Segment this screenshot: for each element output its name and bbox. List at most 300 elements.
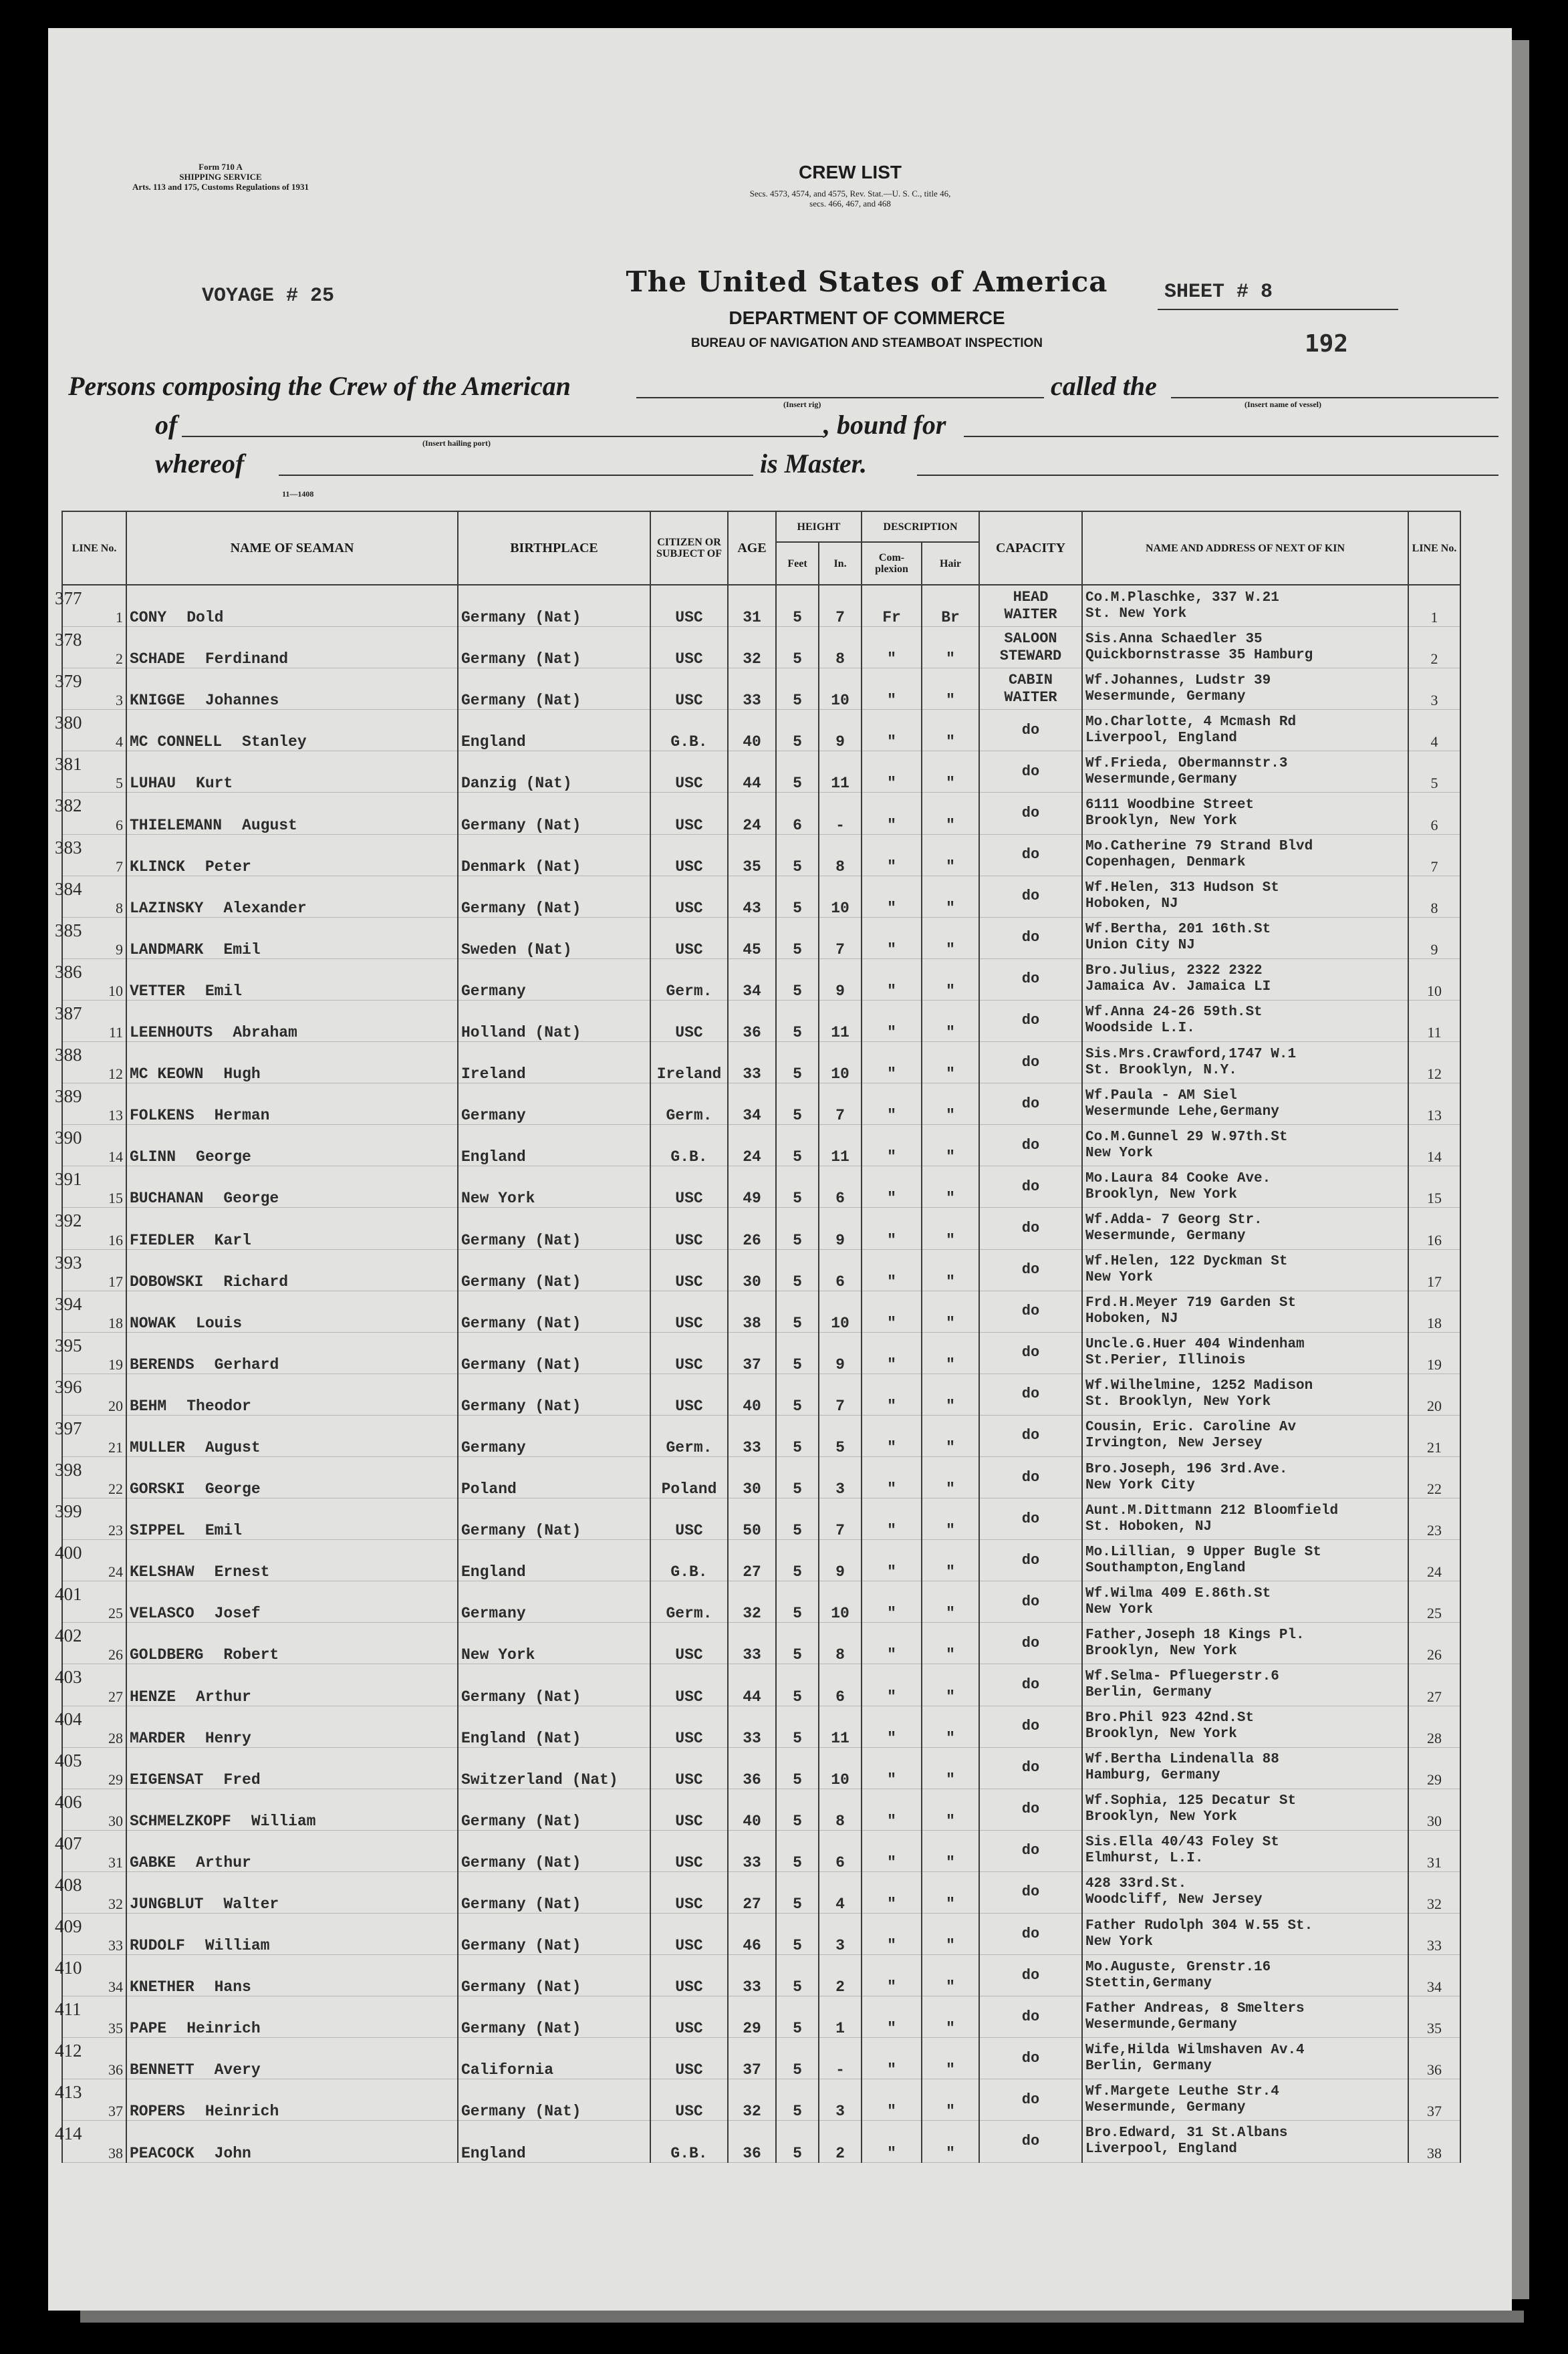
handwritten-number: 398 [55,1459,82,1480]
handwritten-number: 388 [55,1045,82,1065]
capacity: do [979,1249,1082,1291]
citizenship: Germ. [650,1581,728,1623]
height-feet: 5 [776,1125,819,1166]
statute-line-2: secs. 466, 467, and 468 [809,199,891,209]
height-feet: 5 [776,1208,819,1249]
complexion: " [862,710,922,751]
citizenship: USC [650,793,728,834]
seaman-surname: BEHM [130,1397,167,1415]
seaman-surname: KLINCK [130,858,185,876]
seaman-first-name: Heinrich [205,2103,279,2121]
line-number-value: 23 [108,1522,123,1539]
complexion: " [862,917,922,958]
age: 50 [728,1498,776,1540]
vessel-name-blank [1171,397,1498,398]
complexion: " [862,1996,922,2038]
complexion: Fr [862,585,922,627]
line-number-right: 6 [1408,793,1460,834]
statute-reference [603,188,1097,209]
birthplace: Germany (Nat) [458,1830,650,1871]
seaman-surname: EIGENSAT [130,1771,204,1789]
complexion: " [862,1623,922,1664]
birthplace: England [458,710,650,751]
seaman-name [126,1415,458,1456]
height-inches: - [819,793,862,834]
handwritten-number: 411 [55,1999,82,2020]
seaman-first-name: Emil [223,940,261,958]
sheet-underline [1158,309,1398,310]
line-number-value: 25 [108,1605,123,1622]
capacity: do [979,1871,1082,1913]
line-number-value: 5 [116,775,123,792]
hair: " [922,2121,979,2162]
birthplace: Germany (Nat) [458,2079,650,2121]
hailing-port-blank [182,436,823,437]
height-feet: 5 [776,668,819,710]
table-row [62,876,1460,917]
next-of-kin: Sis.Ella 40/43 Foley St Elmhurst, L.I. [1082,1830,1408,1871]
birthplace: England [458,2121,650,2162]
hair: " [922,1042,979,1083]
seaman-first-name: Arthur [196,1688,251,1706]
seaman-surname: SCHADE [130,650,185,668]
birthplace: Germany (Nat) [458,793,650,834]
capacity: do [979,793,1082,834]
table-row [62,1871,1460,1913]
capacity: do [979,1914,1082,1955]
next-of-kin: Bro.Julius, 2322 2322 Jamaica Av. Jamaica LI [1082,958,1408,1000]
handwritten-number: 390 [55,1128,82,1148]
insert-rig-hint: (Insert rig) [783,400,821,409]
next-of-kin: Wf.Johannes, Ludstr 39 Wesermunde, Germany [1082,668,1408,710]
seaman-first-name: Hugh [223,1065,261,1083]
next-of-kin: Father Rudolph 304 W.55 St. New York [1082,1914,1408,1955]
seaman-first-name: Peter [205,858,251,876]
seaman-surname: ROPERS [130,2103,185,2121]
hair: " [922,1540,979,1581]
line-number-right: 24 [1408,1540,1460,1581]
line-number [55,585,126,627]
line-number-value: 38 [108,2144,123,2162]
citizenship: USC [650,1706,728,1747]
line-number-value: 24 [108,1563,123,1581]
next-of-kin: Father Andreas, 8 Smelters Wesermunde,Germany [1082,1996,1408,2038]
line-number-right: 5 [1408,751,1460,793]
height-feet: 5 [776,1955,819,1996]
complexion: " [862,1415,922,1456]
seaman-surname: SIPPEL [130,1522,185,1540]
seaman-surname: FOLKENS [130,1107,194,1125]
citizenship: USC [650,834,728,876]
birthplace: Germany [458,1083,650,1125]
height-feet: 5 [776,710,819,751]
height-feet: 5 [776,1083,819,1125]
age: 37 [728,2038,776,2079]
hair: " [922,1000,979,1041]
seaman-surname: THIELEMANN [130,816,223,834]
next-of-kin: Mo.Auguste, Grenstr.16 Stettin,Germany [1082,1955,1408,1996]
height-inches: 5 [819,1415,862,1456]
handwritten-number: 412 [55,2041,82,2061]
height-inches: - [819,2038,862,2079]
col-hair: Hair [922,542,979,585]
seaman-first-name: Abraham [233,1024,297,1042]
next-of-kin: Wife,Hilda Wilmshaven Av.4 Berlin, Germany [1082,2038,1408,2079]
line-number-right: 30 [1408,1789,1460,1830]
table-row [62,1000,1460,1041]
age: 49 [728,1166,776,1208]
birthplace: Ireland [458,1042,650,1083]
birthplace: Germany (Nat) [458,1789,650,1830]
age: 27 [728,1871,776,1913]
table-row [62,2038,1460,2079]
master-blank-right [917,475,1498,476]
capacity: do [979,1000,1082,1041]
col-citizen: CITIZEN OR SUBJECT OF [650,511,728,585]
crew-table [55,511,1461,2163]
col-line-no-right: LINE No. [1408,511,1460,585]
next-of-kin: Bro.Joseph, 196 3rd.Ave. New York City [1082,1456,1408,1498]
height-inches: 7 [819,1374,862,1415]
line-number [55,1042,126,1083]
handwritten-number: 382 [55,795,82,816]
citizenship: USC [650,1374,728,1415]
height-feet: 5 [776,1914,819,1955]
line-number-value: 30 [108,1812,123,1829]
height-feet: 5 [776,1664,819,1706]
line-number-value: 16 [108,1231,123,1249]
height-feet: 5 [776,1623,819,1664]
citizenship: USC [650,627,728,668]
line-number-value: 8 [116,899,123,916]
line-number-value: 4 [116,733,123,751]
capacity: do [979,1415,1082,1456]
line-number-value: 2 [116,650,123,668]
line-number-value: 7 [116,858,123,875]
line-number-value: 34 [108,1978,123,1996]
seaman-first-name: Arthur [196,1853,251,1871]
line-number-value: 11 [108,1024,123,1041]
line-number [55,1000,126,1041]
seaman-surname: HENZE [130,1688,176,1706]
seaman-surname: GLINN [130,1148,176,1166]
age: 33 [728,668,776,710]
height-inches: 6 [819,1830,862,1871]
height-inches: 10 [819,1291,862,1332]
table-row [62,1581,1460,1623]
age: 31 [728,585,776,627]
handwritten-number: 402 [55,1625,82,1646]
seaman-name [126,1540,458,1581]
line-number [55,793,126,834]
col-name: NAME OF SEAMAN [126,511,458,585]
handwritten-number: 384 [55,878,82,899]
seaman-surname: GORSKI [130,1480,185,1498]
seaman-surname: SCHMELZKOPF [130,1812,231,1830]
line-number [55,1706,126,1747]
line-number [55,1415,126,1456]
birthplace: Germany (Nat) [458,1208,650,1249]
complexion: " [862,1249,922,1291]
height-feet: 5 [776,876,819,917]
age: 38 [728,1291,776,1332]
citizenship: Germ. [650,1083,728,1125]
line-number-right: 36 [1408,2038,1460,2079]
birthplace: Germany (Nat) [458,585,650,627]
capacity: do [979,1291,1082,1332]
line-number-value: 15 [108,1190,123,1207]
birthplace: Germany (Nat) [458,876,650,917]
seaman-first-name: August [242,816,297,834]
hair: " [922,1456,979,1498]
line-number [55,1332,126,1374]
age: 36 [728,1747,776,1789]
seaman-first-name: Fred [223,1771,261,1789]
complexion: " [862,1706,922,1747]
seaman-first-name: Dold [186,609,224,627]
line-number-value: 13 [108,1107,123,1124]
line-number [55,2121,126,2162]
capacity: do [979,917,1082,958]
line-number [55,1830,126,1871]
complexion: " [862,1374,922,1415]
seaman-name [126,1871,458,1913]
table-row [62,627,1460,668]
seaman-first-name: Josef [214,1605,261,1623]
height-inches: 9 [819,958,862,1000]
hair: " [922,2038,979,2079]
line-number-right: 4 [1408,710,1460,751]
birthplace: England [458,1125,650,1166]
seaman-surname: RUDOLF [130,1937,185,1955]
seaman-first-name: Alexander [223,899,307,917]
table-row [62,1498,1460,1540]
line-number [55,1083,126,1125]
preamble-crew-of: Persons composing the Crew of the American [68,371,571,401]
next-of-kin: Bro.Phil 923 42nd.St Brooklyn, New York [1082,1706,1408,1747]
seaman-first-name: Emil [205,982,243,1000]
seaman-surname: NOWAK [130,1314,176,1332]
line-number [55,710,126,751]
seaman-first-name: Kurt [196,775,233,793]
master-blank [279,475,753,476]
seaman-surname: KNIGGE [130,692,185,710]
seaman-surname: GABKE [130,1853,176,1871]
seaman-name [126,2079,458,2121]
seaman-first-name: Theodor [186,1397,251,1415]
seaman-surname: PEACOCK [130,2144,194,2162]
complexion: " [862,1789,922,1830]
seaman-surname: MC CONNELL [130,733,223,751]
height-feet: 5 [776,1374,819,1415]
table-row [62,668,1460,710]
next-of-kin: Bro.Edward, 31 St.Albans Liverpool, England [1082,2121,1408,2162]
next-of-kin: Wf.Helen, 313 Hudson St Hoboken, NJ [1082,876,1408,917]
hair: " [922,1083,979,1125]
line-number-right: 16 [1408,1208,1460,1249]
height-inches: 8 [819,1623,862,1664]
handwritten-number: 413 [55,2082,82,2103]
height-feet: 5 [776,1871,819,1913]
seaman-surname: MC KEOWN [130,1065,204,1083]
line-number-right: 3 [1408,668,1460,710]
capacity: do [979,1955,1082,1996]
hair: " [922,2079,979,2121]
citizenship: Poland [650,1456,728,1498]
seaman-surname: PAPE [130,2020,167,2038]
hair: " [922,1789,979,1830]
line-number-right: 37 [1408,2079,1460,2121]
table-row [62,1415,1460,1456]
complexion: " [862,668,922,710]
seaman-first-name: Herman [214,1107,270,1125]
birthplace: Germany (Nat) [458,1498,650,1540]
table-row [62,1083,1460,1125]
line-number-value: 35 [108,2020,123,2037]
birthplace: Denmark (Nat) [458,834,650,876]
seaman-name [126,1996,458,2038]
seaman-first-name: William [205,1937,270,1955]
next-of-kin: Co.M.Plaschke, 337 W.21 St. New York [1082,585,1408,627]
complexion: " [862,1000,922,1041]
complexion: " [862,1083,922,1125]
birthplace: Germany (Nat) [458,1249,650,1291]
complexion: " [862,1955,922,1996]
seaman-name [126,2121,458,2162]
line-number-value: 20 [108,1397,123,1414]
handwritten-number: 391 [55,1169,82,1190]
height-inches: 10 [819,668,862,710]
seaman-first-name: Karl [214,1231,251,1249]
complexion: " [862,2121,922,2162]
line-number-value: 17 [108,1273,123,1290]
birthplace: Germany (Nat) [458,1374,650,1415]
height-inches: 7 [819,1083,862,1125]
line-number-right: 9 [1408,917,1460,958]
hair: " [922,1747,979,1789]
height-feet: 5 [776,2121,819,2162]
seaman-first-name: Walter [223,1895,279,1913]
seaman-first-name: Richard [223,1273,289,1291]
line-number-right: 32 [1408,1871,1460,1913]
line-number [55,958,126,1000]
handwritten-number: 386 [55,961,82,982]
table-row [62,1664,1460,1706]
seaman-surname: BENNETT [130,2061,194,2079]
capacity: do [979,1498,1082,1540]
citizenship: USC [650,1498,728,1540]
table-row [62,710,1460,751]
height-feet: 5 [776,1332,819,1374]
handwritten-number: 394 [55,1293,82,1314]
next-of-kin: Aunt.M.Dittmann 212 Bloomfield St. Hoboken, NJ [1082,1498,1408,1540]
line-number-right: 35 [1408,1996,1460,2038]
line-number [55,1166,126,1208]
citizenship: USC [650,1249,728,1291]
complexion: " [862,958,922,1000]
citizenship: USC [650,1291,728,1332]
height-inches: 6 [819,1664,862,1706]
height-inches: 11 [819,1125,862,1166]
capacity: do [979,958,1082,1000]
line-number-value: 21 [108,1438,123,1456]
capacity: do [979,1374,1082,1415]
col-line-no: LINE No. [62,511,126,585]
age: 33 [728,1623,776,1664]
height-feet: 5 [776,1996,819,2038]
complexion: " [862,834,922,876]
table-row [62,1955,1460,1996]
hair: " [922,793,979,834]
citizenship: USC [650,2038,728,2079]
height-inches: 7 [819,917,862,958]
handwritten-number: 380 [55,712,82,733]
next-of-kin: Mo.Lillian, 9 Upper Bugle St Southampton,England [1082,1540,1408,1581]
capacity: do [979,1747,1082,1789]
seaman-surname: MULLER [130,1438,185,1456]
seaman-name [126,710,458,751]
height-feet: 5 [776,751,819,793]
age: 26 [728,1208,776,1249]
table-row [62,1789,1460,1830]
next-of-kin: Cousin, Eric. Caroline Av Irvington, New Jersey [1082,1415,1408,1456]
age: 27 [728,1540,776,1581]
next-of-kin: Wf.Paula - AM Siel Wesermunde Lehe,Germany [1082,1083,1408,1125]
next-of-kin: Wf.Adda- 7 Georg Str. Wesermunde, Germany [1082,1208,1408,1249]
seaman-first-name: George [196,1148,251,1166]
age: 36 [728,1000,776,1041]
citizenship: USC [650,1830,728,1871]
handwritten-number: 387 [55,1003,82,1023]
age: 44 [728,751,776,793]
capacity: do [979,1664,1082,1706]
table-row [62,793,1460,834]
height-inches: 6 [819,1166,862,1208]
line-number-right: 26 [1408,1623,1460,1664]
insert-port-hint: (Insert hailing port) [422,438,491,448]
line-number-right: 19 [1408,1332,1460,1374]
capacity: do [979,1042,1082,1083]
height-feet: 5 [776,1706,819,1747]
age: 33 [728,1706,776,1747]
col-complexion: Com- plexion [862,542,922,585]
seaman-first-name: Ernest [214,1563,270,1581]
capacity: do [979,1581,1082,1623]
line-number-right: 33 [1408,1914,1460,1955]
birthplace: Germany (Nat) [458,1871,650,1913]
capacity: do [979,1830,1082,1871]
line-number [55,1747,126,1789]
seaman-surname: BUCHANAN [130,1190,204,1208]
seaman-name [126,1042,458,1083]
capacity: do [979,1166,1082,1208]
capacity: CABIN WAITER [979,668,1082,710]
line-number-right: 22 [1408,1456,1460,1498]
handwritten-number: 397 [55,1418,82,1438]
height-inches: 8 [819,834,862,876]
next-of-kin: Wf.Margete Leuthe Str.4 Wesermunde, Germany [1082,2079,1408,2121]
complexion: " [862,793,922,834]
age: 24 [728,1125,776,1166]
seaman-first-name: George [205,1480,261,1498]
age: 24 [728,793,776,834]
height-inches: 10 [819,1042,862,1083]
height-feet: 5 [776,1540,819,1581]
line-number [55,1249,126,1291]
capacity: do [979,1083,1082,1125]
table-row [62,958,1460,1000]
height-inches: 1 [819,1996,862,2038]
